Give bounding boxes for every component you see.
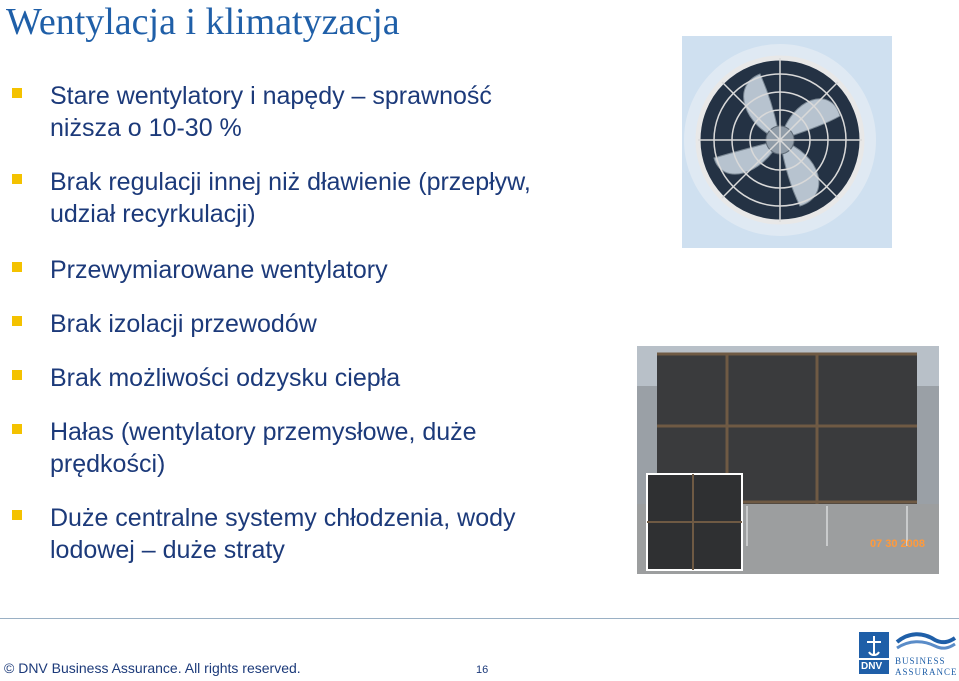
bullet-text: Duże centralne systemy chłodzenia, wody [50,504,516,532]
bullet-text: Brak regulacji innej niż dławienie (przepływ, [50,168,531,196]
dnv-logo-text: DNV [861,661,883,672]
footer-copyright: © DNV Business Assurance. All rights reserved. [4,660,301,676]
logo-text-line1: BUSINESS [895,656,946,666]
industrial-fan-image [682,36,892,248]
bullet-marker-icon [12,424,22,434]
bullet-marker-icon [12,262,22,272]
dnv-logo [857,630,891,676]
bullet-marker-icon [12,370,22,380]
logo-text-line2: ASSURANCE [895,667,958,677]
bullet-text: niższa o 10-30 % [50,114,242,142]
bullet-text: Stare wentylatory i napędy – sprawność [50,82,492,110]
bullet-text: Brak izolacji przewodów [50,310,317,338]
bullet-text: prędkości) [50,450,166,478]
wave-logo-icon [895,630,957,652]
bullet-text: Przewymiarowane wentylatory [50,256,388,284]
slide-title: Wentylacja i klimatyzacja [6,1,400,43]
bullet-marker-icon [12,174,22,184]
footer-divider [0,618,959,619]
bullet-marker-icon [12,316,22,326]
bullet-text: lodowej – duże straty [50,536,285,564]
photo-date-stamp: 07 30 2008 [869,538,925,550]
cooling-tower-image [637,346,939,574]
business-assurance-logo [895,630,957,678]
page-number: 16 [476,664,489,676]
bullet-marker-icon [12,88,22,98]
fan-icon [682,36,892,248]
bullet-marker-icon [12,510,22,520]
bullet-text: udział recyrkulacji) [50,200,256,228]
bullet-text: Brak możliwości odzysku ciepła [50,364,401,392]
bullet-text: Hałas (wentylatory przemysłowe, duże [50,418,477,446]
